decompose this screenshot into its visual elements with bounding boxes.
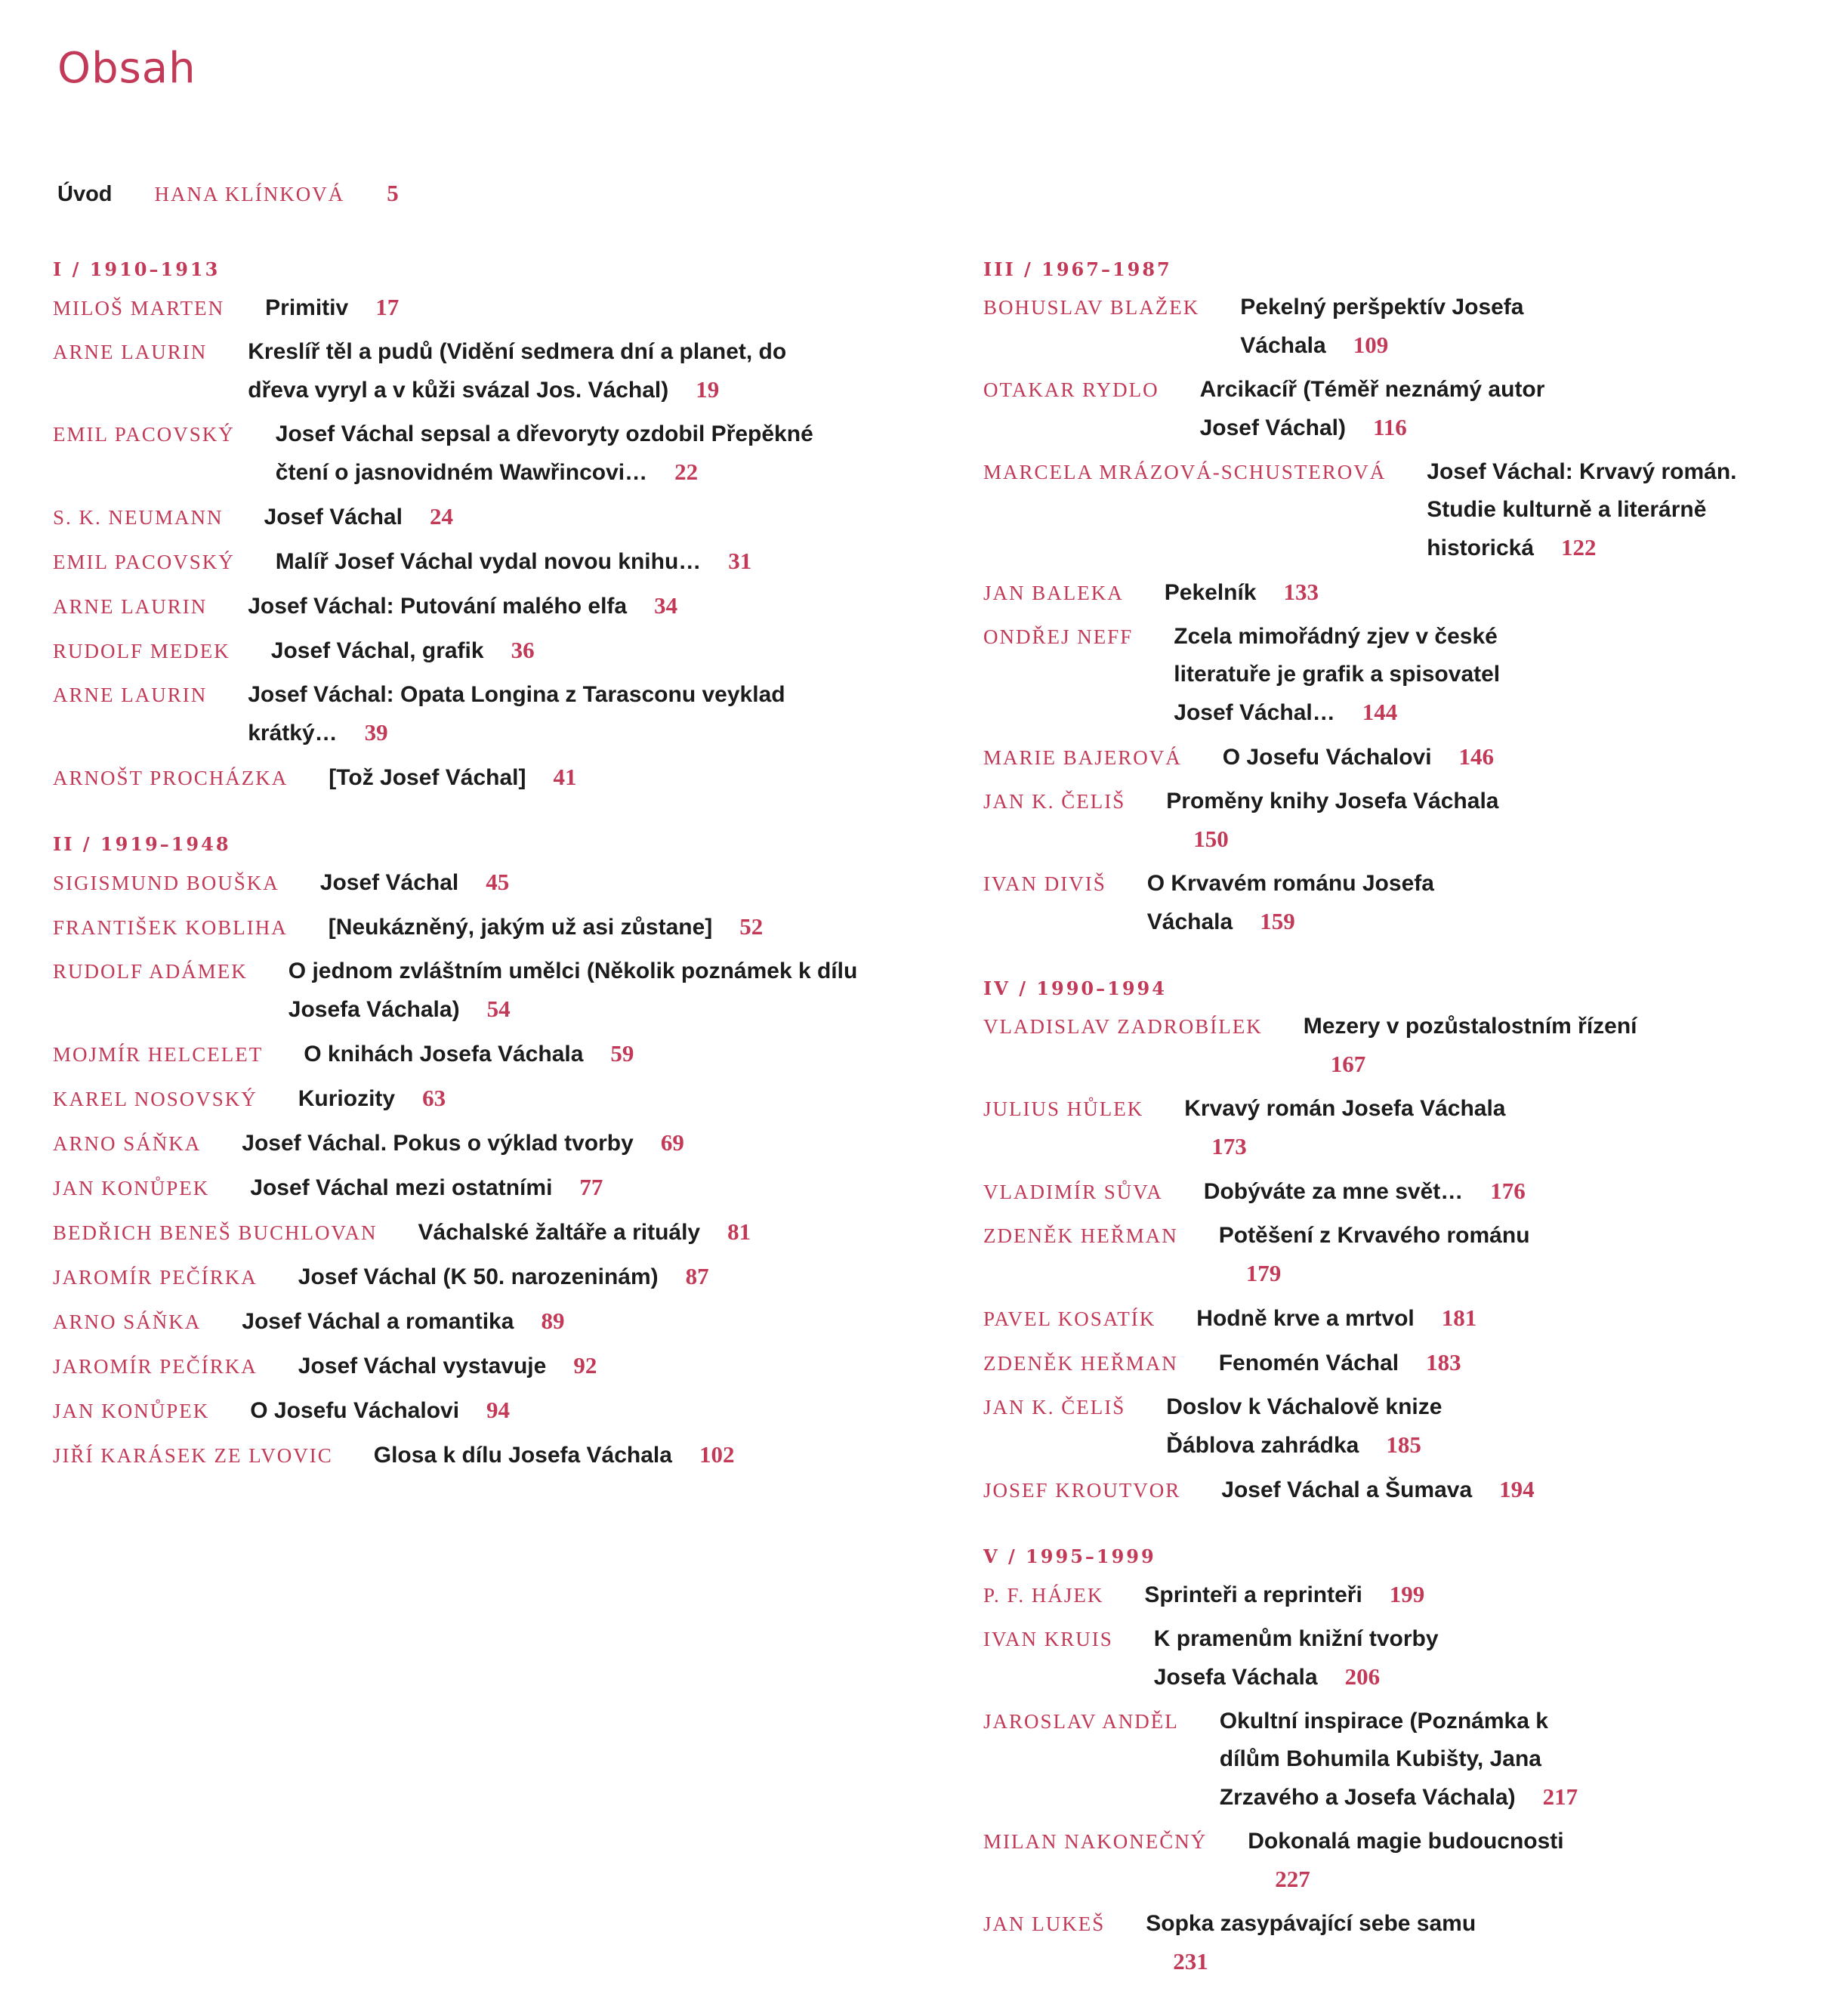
entry-page-number: 94 [486, 1397, 511, 1423]
entry-title [1204, 1172, 1526, 1211]
entry-author: KAREL NOSOVSKÝ [53, 1088, 258, 1110]
entry-title [1146, 1905, 1508, 1981]
entry-title [1154, 1620, 1517, 1696]
entry-author: MILAN NAKONEČNÝ [983, 1830, 1208, 1853]
entry-page-number: 183 [1426, 1349, 1461, 1375]
entry-page-number: 34 [654, 592, 678, 619]
entry-page-number: 39 [364, 719, 388, 746]
toc-entry[interactable] [53, 1035, 929, 1073]
entry-page-number: 217 [1542, 1783, 1578, 1810]
entry-title-text: Kreslíř těl a pudů (Vidění sedmera dní a planet, do dřeva vyryl a v kůži svázal Jos. Váchal) [248, 339, 787, 403]
entry-author: JAN BALEKA [983, 582, 1124, 604]
entry-title [1165, 573, 1319, 612]
entry-title [1427, 453, 1789, 567]
entry-page-number: 41 [553, 764, 577, 790]
entry-author: ARNO SÁŇKA [53, 1311, 202, 1333]
toc-entry[interactable] [53, 1436, 929, 1474]
entry-page-number: 179 [1245, 1260, 1282, 1286]
toc-section [53, 832, 929, 1474]
entry-author: ZDENĚK HEŘMAN [983, 1224, 1178, 1247]
entry-title-text: Arcikacíř (Téměř neznámý autor Josef Váchal) [1199, 377, 1545, 440]
toc-entry[interactable] [53, 1391, 929, 1430]
entry-title-text: Josef Váchal. Pokus o výklad tvorby [242, 1131, 634, 1156]
entry-title [298, 1258, 709, 1296]
entry-author: RUDOLF ADÁMEK [53, 960, 248, 983]
entry-title [1166, 783, 1529, 859]
entry-title [248, 676, 822, 752]
entry-title-text: [Neukázněný, jakým už asi zůstane] [328, 915, 713, 940]
entry-title [304, 1035, 634, 1073]
toc-entry[interactable] [53, 908, 929, 946]
entry-title [329, 908, 764, 946]
entry-page-number: 19 [696, 376, 720, 403]
entry-author: JAN LUKEŠ [983, 1913, 1106, 1935]
entry-title-text: Doslov k Váchalově knize Ďáblova zahrádka [1166, 1394, 1443, 1458]
entry-page-number: 109 [1353, 332, 1389, 358]
entry-author: VLADISLAV ZADROBÍLEK [983, 1015, 1263, 1038]
entry-title-text: [Tož Josef Váchal] [329, 765, 526, 790]
entry-title [1219, 1217, 1581, 1293]
entry-title-text: Malíř Josef Váchal vydal novou knihu… [275, 549, 702, 574]
entry-title [1200, 371, 1563, 447]
toc-section [53, 257, 929, 797]
section-heading: V / 1995–1999 [983, 1545, 1156, 1567]
entry-page-number: 102 [699, 1441, 735, 1468]
entry-title [1196, 1299, 1476, 1338]
entry-title-text: O knihách Josefa Váchala [304, 1042, 584, 1067]
toc-entry[interactable] [53, 1302, 929, 1341]
toc-entry[interactable] [53, 863, 929, 902]
toc-entry[interactable] [53, 758, 929, 797]
entry-page-number: 22 [674, 458, 699, 485]
entry-title-text: Josef Váchal sepsal a dřevoryty ozdobil Přepěkné čtení o jasnovidném Wawřincovi… [275, 421, 813, 485]
entry-title-text: Josef Váchal, grafik [270, 638, 484, 663]
entry-title-text: Zcela mimořádný zjev v české literatuře je grafik a spisovatel Josef Váchal… [1174, 624, 1501, 725]
entry-title [1240, 289, 1603, 365]
entry-page-number: 92 [573, 1352, 597, 1378]
entry-title [242, 1302, 564, 1341]
toc-entry[interactable] [983, 371, 1829, 447]
entry-title-text: Primitiv [265, 295, 349, 320]
entry-title [264, 498, 453, 536]
toc-entry[interactable] [53, 333, 929, 409]
entry-title-text: Pekelník [1164, 580, 1257, 605]
entry-title-text: O Krvavém románu Josefa Váchala [1146, 871, 1434, 934]
entry-page-number: 69 [660, 1129, 684, 1156]
entry-author: JIŘÍ KARÁSEK ZE LVOVIC [53, 1444, 333, 1467]
entry-author: JULIUS HŮLEK [983, 1098, 1144, 1120]
entry-author: IVAN DIVIŠ [983, 872, 1106, 895]
entry-title-text: Proměny knihy Josefa Váchala [1166, 789, 1499, 814]
entry-author: ONDŘEJ NEFF [983, 625, 1134, 648]
entry-page-number: 89 [541, 1307, 565, 1334]
entry-author: ARNOŠT PROCHÁZKA [53, 767, 289, 789]
entry-page-number: 176 [1490, 1178, 1526, 1204]
entry-page-number: 133 [1283, 579, 1319, 605]
toc-entry[interactable] [53, 587, 929, 625]
entry-author: JAROMÍR PEČÍRKA [53, 1355, 258, 1378]
entry-page-number: 159 [1260, 908, 1295, 934]
entry-page-number: 17 [375, 294, 400, 320]
entry-author: JAROSLAV ANDĚL [983, 1710, 1179, 1733]
intro-author: HANA KLÍNKOVÁ [154, 183, 345, 205]
entry-author: MILOŠ MARTEN [53, 297, 225, 320]
entry-author: ARNO SÁŇKA [53, 1132, 202, 1155]
entry-title [1220, 1703, 1582, 1817]
entry-page-number: 199 [1389, 1581, 1425, 1607]
entry-title-text: Krvavý román Josefa Váchala [1184, 1096, 1506, 1121]
entry-page-number: 63 [422, 1085, 446, 1111]
toc-entry[interactable] [53, 1169, 929, 1207]
entry-title [418, 1213, 751, 1252]
entry-title-text: Fenomén Váchal [1218, 1351, 1399, 1375]
entry-author: ARNE LAURIN [53, 341, 208, 363]
toc-entry[interactable] [53, 1124, 929, 1162]
toc-entry[interactable] [983, 1620, 1829, 1696]
section-heading: II / 1919–1948 [53, 833, 231, 855]
section-heading: IV / 1990–1994 [983, 977, 1167, 999]
entry-author: JAN KONŮPEK [53, 1177, 210, 1199]
entry-page-number: 173 [1211, 1133, 1247, 1159]
entry-author: EMIL PACOVSKÝ [53, 551, 235, 573]
entry-author: S. K. NEUMANN [53, 506, 224, 529]
entry-title-text: Josef Váchal a romantika [242, 1309, 514, 1334]
entry-author: P. F. HÁJEK [983, 1584, 1104, 1607]
entry-author: OTAKAR RYDLO [983, 378, 1159, 401]
toc-entry[interactable] [983, 289, 1829, 365]
toc-column-left [53, 257, 929, 1509]
entry-page-number: 122 [1561, 534, 1597, 560]
entry-title [1304, 1008, 1666, 1084]
entry-title-text: Josef Váchal: Putování malého elfa [248, 594, 628, 619]
toc-entry[interactable] [983, 1576, 1829, 1614]
toc-entry[interactable] [53, 631, 929, 670]
entry-title-text: Josef Váchal a Šumava [1221, 1477, 1473, 1502]
entry-title [265, 289, 399, 327]
toc-entry[interactable] [983, 618, 1829, 732]
intro-label: Úvod [57, 182, 113, 206]
toc-entry[interactable] [53, 289, 929, 327]
toc-entry[interactable] [983, 738, 1829, 776]
entry-title [248, 587, 677, 625]
entry-title-text: Okultní inspirace (Poznámka k dílům Bohumila Kubišty, Jana Zrzavého a Josefa Váchala) [1219, 1709, 1548, 1810]
entry-title [1221, 1471, 1534, 1509]
entry-title [242, 1124, 684, 1162]
entry-title-text: Sprinteři a reprinteři [1144, 1582, 1362, 1607]
entry-title-text: Josef Váchal mezi ostatními [250, 1175, 553, 1200]
entry-author: VLADIMÍR SŮVA [983, 1181, 1163, 1203]
intro-page-number: 5 [387, 180, 399, 206]
entry-page-number: 144 [1362, 699, 1398, 725]
toc-entry[interactable] [983, 1905, 1829, 1981]
entry-title-text: Dobýváte za mne svět… [1203, 1179, 1464, 1204]
entry-page-number: 87 [685, 1263, 709, 1289]
toc-entry[interactable] [983, 1823, 1829, 1899]
toc-entry[interactable] [53, 676, 929, 752]
entry-author: MOJMÍR HELCELET [53, 1043, 264, 1066]
toc-section [983, 257, 1829, 941]
intro-entry [57, 180, 399, 207]
entry-title [289, 952, 862, 1029]
entry-title-text: Josef Váchal: Krvavý román. Studie kulturně a literárně historická [1427, 459, 1737, 560]
entry-title-text: Josef Váchal vystavuje [298, 1354, 547, 1378]
entry-page-number: 36 [511, 637, 535, 663]
entry-title-text: Josef Váchal: Opata Longina z Tarasconu veyklad krátký… [248, 682, 785, 746]
entry-page-number: 59 [610, 1040, 634, 1067]
toc-section [983, 1544, 1829, 1981]
entry-title [298, 1347, 597, 1385]
entry-page-number: 24 [429, 503, 453, 529]
entry-page-number: 181 [1441, 1304, 1477, 1331]
entry-title [1144, 1576, 1424, 1614]
toc-entry[interactable] [983, 1217, 1829, 1293]
toc-entry[interactable] [983, 1008, 1829, 1084]
toc-entry[interactable] [53, 498, 929, 536]
toc-entry[interactable] [53, 952, 929, 1029]
entry-author: FRANTIŠEK KOBLIHA [53, 916, 288, 939]
entry-author: MARIE BAJEROVÁ [983, 746, 1182, 769]
entry-author: EMIL PACOVSKÝ [53, 423, 235, 446]
entry-title [250, 1391, 510, 1430]
entry-author: BEDŘICH BENEŠ BUCHLOVAN [53, 1221, 378, 1244]
entry-title [276, 415, 850, 492]
entry-author: BOHUSLAV BLAŽEK [983, 296, 1200, 319]
toc-entry[interactable] [983, 453, 1829, 567]
entry-page-number: 31 [728, 548, 752, 574]
entry-title-text: Josef Váchal [264, 505, 403, 529]
entry-title [248, 333, 822, 409]
entry-author: ARNE LAURIN [53, 595, 208, 618]
entry-title [1184, 1090, 1547, 1166]
entry-title-text: Mezery v pozůstalostním řízení [1303, 1014, 1637, 1039]
entry-title [1147, 865, 1510, 941]
entry-author: PAVEL KOSATÍK [983, 1307, 1156, 1330]
entry-page-number: 167 [1330, 1051, 1366, 1077]
entry-author: JAN K. ČELIŠ [983, 790, 1126, 813]
entry-page-number: 45 [486, 869, 510, 895]
entry-title [298, 1079, 446, 1118]
entry-title [1166, 1388, 1529, 1465]
entry-title [320, 863, 509, 902]
entry-title-text: O Josefu Váchalovi [250, 1398, 460, 1423]
entry-title [276, 542, 751, 581]
toc-entry[interactable] [983, 1299, 1829, 1338]
entry-title [1223, 738, 1494, 776]
entry-page-number: 81 [727, 1218, 751, 1245]
entry-title [1174, 618, 1536, 732]
entry-title-text: Josef Váchal [319, 870, 459, 895]
toc-column-right [983, 257, 1829, 2016]
entry-title [271, 631, 535, 670]
entry-page-number: 150 [1193, 826, 1229, 852]
entry-page-number: 116 [1373, 414, 1407, 440]
toc-entry[interactable] [53, 542, 929, 581]
toc-entry[interactable] [53, 415, 929, 492]
entry-page-number: 227 [1275, 1866, 1310, 1892]
toc-entry[interactable] [983, 783, 1829, 859]
toc-entry[interactable] [53, 1213, 929, 1252]
toc-entry[interactable] [53, 1258, 929, 1296]
entry-title-text: Dokonalá magie budoucnosti [1248, 1829, 1564, 1854]
toc-entry[interactable] [983, 1388, 1829, 1465]
entry-title-text: Kuriozity [298, 1086, 396, 1111]
entry-title [1248, 1823, 1610, 1899]
toc-entry[interactable] [983, 1471, 1829, 1509]
entry-author: JAN KONŮPEK [53, 1400, 210, 1422]
entry-page-number: 185 [1386, 1431, 1421, 1458]
entry-page-number: 231 [1173, 1948, 1208, 1974]
toc-entry[interactable] [983, 1172, 1829, 1211]
entry-title [374, 1436, 735, 1474]
entry-title [1219, 1344, 1461, 1382]
section-heading: I / 1910–1913 [53, 258, 221, 280]
entry-author: ARNE LAURIN [53, 684, 208, 706]
entry-title-text: Váchalské žaltáře a rituály [418, 1220, 701, 1245]
entry-page-number: 54 [486, 996, 511, 1022]
toc-entry[interactable] [983, 1090, 1829, 1166]
entry-title-text: Hodně krve a mrtvol [1196, 1306, 1415, 1331]
entry-title-text: Potěšení z Krvavého románu [1218, 1223, 1530, 1248]
section-heading: III / 1967–1987 [983, 258, 1172, 280]
entry-title-text: K pramenům knižní tvorby Josefa Váchala [1153, 1626, 1439, 1690]
toc-entry[interactable] [983, 573, 1829, 612]
entry-title-text: Josef Váchal (K 50. narozeninám) [298, 1264, 659, 1289]
entry-author: ZDENĚK HEŘMAN [983, 1352, 1178, 1375]
entry-author: JOSEF KROUTVOR [983, 1479, 1181, 1502]
entry-title [329, 758, 576, 797]
entry-author: IVAN KRUIS [983, 1628, 1113, 1650]
entry-page-number: 77 [579, 1174, 603, 1200]
entry-author: RUDOLF MEDEK [53, 640, 230, 662]
entry-title-text: Glosa k dílu Josefa Váchala [373, 1443, 672, 1468]
entry-page-number: 52 [739, 913, 764, 940]
toc-section [983, 976, 1829, 1509]
entry-page-number: 194 [1499, 1476, 1535, 1502]
entry-page-number: 146 [1458, 743, 1495, 770]
entry-author: MARCELA MRÁZOVÁ-SCHUSTEROVÁ [983, 461, 1387, 483]
page-title: Obsah [57, 44, 196, 93]
toc-entry[interactable] [983, 1703, 1829, 1817]
entry-author: JAN K. ČELIŠ [983, 1396, 1126, 1419]
toc-entry[interactable] [983, 1344, 1829, 1382]
entry-author: JAROMÍR PEČÍRKA [53, 1266, 258, 1289]
toc-entry[interactable] [53, 1079, 929, 1118]
entry-title-text: O jednom zvláštním umělci (Několik poznámek k dílu Josefa Váchala) [288, 959, 858, 1022]
entry-title-text: Pekelný peršpektív Josefa Váchala [1240, 295, 1524, 358]
entry-author: SIGISMUND BOUŠKA [53, 872, 279, 894]
toc-entry[interactable] [983, 865, 1829, 941]
entry-title [250, 1169, 603, 1207]
entry-title-text: O Josefu Váchalovi [1222, 745, 1432, 770]
toc-entry[interactable] [53, 1347, 929, 1385]
entry-page-number: 206 [1344, 1663, 1381, 1690]
entry-title-text: Sopka zasypávající sebe samu [1146, 1911, 1476, 1936]
